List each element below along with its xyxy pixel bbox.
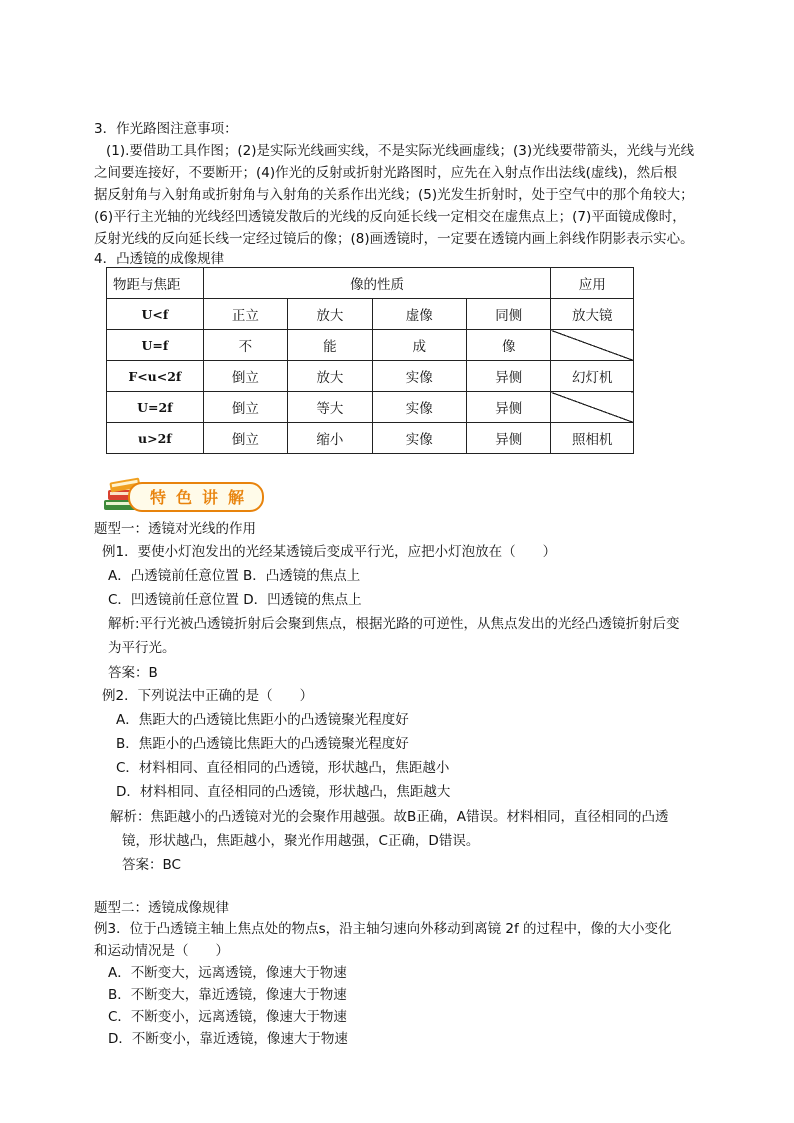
ex3-option-b: B．不断变大，靠近透镜，像速大于物速 — [108, 987, 347, 1003]
table-row — [107, 361, 634, 392]
ex2-analysis-1: 解析：焦距越小的凸透镜对光的会聚作用越强。故B正确，A错误。材料相同，直径相同的凸透 — [110, 809, 669, 825]
notes-line-4: (6)平行主光轴的光线经凹透镜发散后的光线的反向延长线一定相交在虚焦点上；(7)平面镜成像时， — [94, 209, 686, 225]
table-row — [107, 330, 634, 361]
type1-title: 题型一：透镜对光线的作用 — [94, 521, 256, 537]
cell-type: 实像 — [372, 423, 466, 454]
banner-label: 特色讲解 — [150, 488, 255, 507]
cell-size: 能 — [288, 330, 372, 361]
ex2-option-b: B．焦距小的凸透镜比焦距大的凸透镜聚光程度好 — [116, 736, 409, 752]
cell-size: 等大 — [288, 392, 372, 423]
cell-application-empty — [551, 330, 634, 361]
ex2-analysis-2: 镜，形状越凸，焦距越小，聚光作用越强，C正确，D错误。 — [122, 833, 480, 849]
ex3-option-a: A．不断变大，远离透镜，像速大于物速 — [108, 965, 347, 981]
header-image-property: 像的性质 — [203, 268, 551, 299]
cell-application-empty — [551, 392, 634, 423]
rule-heading: 4．凸透镜的成像规律 — [94, 251, 225, 267]
ex1-options-ab: A．凸透镜前任意位置 B．凸透镜的焦点上 — [108, 568, 361, 584]
header-application: 应用 — [551, 268, 634, 299]
cell-side: 异侧 — [467, 392, 551, 423]
ex1-options-cd: C．凹透镜前任意位置 D．凹透镜的焦点上 — [108, 592, 362, 608]
cell-type: 成 — [372, 330, 466, 361]
cell-side: 同侧 — [467, 299, 551, 330]
ex2-question: 例2．下列说法中正确的是（ ） — [102, 688, 314, 704]
cell-size: 放大 — [288, 361, 372, 392]
notes-line-3: 据反射角与入射角或折射角与入射角的关系作出光线；(5)光发生折射时，处于空气中的那个角较大； — [94, 187, 694, 203]
notes-line-2: 之间要连接好，不要断开；(4)作光的反射或折射光路图时，应先在入射点作出法线(虚线)，然后根 — [94, 165, 678, 181]
cell-orientation: 正立 — [203, 299, 287, 330]
cell-type: 实像 — [372, 392, 466, 423]
cell-orientation: 倒立 — [203, 392, 287, 423]
row-condition: U=2f — [107, 392, 204, 423]
cell-orientation: 倒立 — [203, 361, 287, 392]
ex2-option-a: A．焦距大的凸透镜比焦距小的凸透镜聚光程度好 — [116, 712, 409, 728]
ex2-option-d: D．材料相同、直径相同的凸透镜，形状越凸，焦距越大 — [116, 784, 451, 800]
header-distance: 物距与焦距 — [107, 268, 204, 299]
cell-orientation: 倒立 — [203, 423, 287, 454]
row-condition: U<f — [107, 299, 204, 330]
cell-application: 照相机 — [551, 423, 634, 454]
table-header-row — [107, 268, 634, 299]
cell-orientation: 不 — [203, 330, 287, 361]
ex3-question-2: 和运动情况是（ ） — [94, 943, 229, 959]
ex3-question-1: 例3．位于凸透镜主轴上焦点处的物点s，沿主轴匀速向外移动到离镜 2f 的过程中，像的大小变化 — [94, 921, 672, 937]
feature-banner — [100, 474, 268, 514]
cell-side: 异侧 — [467, 361, 551, 392]
ex1-question: 例1．要使小灯泡发出的光经某透镜后变成平行光，应把小灯泡放在（ ） — [102, 544, 557, 560]
cell-size: 放大 — [288, 299, 372, 330]
ex1-analysis-1: 解析:平行光被凸透镜折射后会聚到焦点，根据光路的可逆性，从焦点发出的光经凸透镜折射后变 — [108, 616, 680, 632]
imaging-rule-table — [106, 267, 634, 454]
ex2-answer: 答案：BC — [122, 857, 181, 873]
cell-size: 缩小 — [288, 423, 372, 454]
row-condition: u>2f — [107, 423, 204, 454]
cell-type: 虚像 — [372, 299, 466, 330]
cell-side: 像 — [467, 330, 551, 361]
ex3-option-d: D．不断变小，靠近透镜，像速大于物速 — [108, 1031, 348, 1047]
notes-line-5: 反射光线的反向延长线一定经过镜后的像；(8)画透镜时，一定要在透镜内画上斜线作阴影表示实心。 — [94, 231, 694, 247]
row-condition: U=f — [107, 330, 204, 361]
cell-side: 异侧 — [467, 423, 551, 454]
notes-heading: 3．作光路图注意事项： — [94, 121, 238, 137]
cell-application: 幻灯机 — [551, 361, 634, 392]
table-row — [107, 423, 634, 454]
table-row — [107, 299, 634, 330]
table-row — [107, 392, 634, 423]
ex1-answer: 答案：B — [108, 665, 158, 681]
ex1-analysis-2: 为平行光。 — [108, 640, 176, 656]
type2-title: 题型二：透镜成像规律 — [94, 900, 229, 916]
row-condition: F<u<2f — [107, 361, 204, 392]
ex2-option-c: C．材料相同、直径相同的凸透镜，形状越凸，焦距越小 — [116, 760, 450, 776]
notes-line-1: (1).要借助工具作图；(2)是实际光线画实线，不是实际光线画虚线；(3)光线要带箭头，光线与光线 — [106, 143, 695, 159]
ex3-option-c: C．不断变小，远离透镜，像速大于物速 — [108, 1009, 347, 1025]
cell-application: 放大镜 — [551, 299, 634, 330]
cell-type: 实像 — [372, 361, 466, 392]
